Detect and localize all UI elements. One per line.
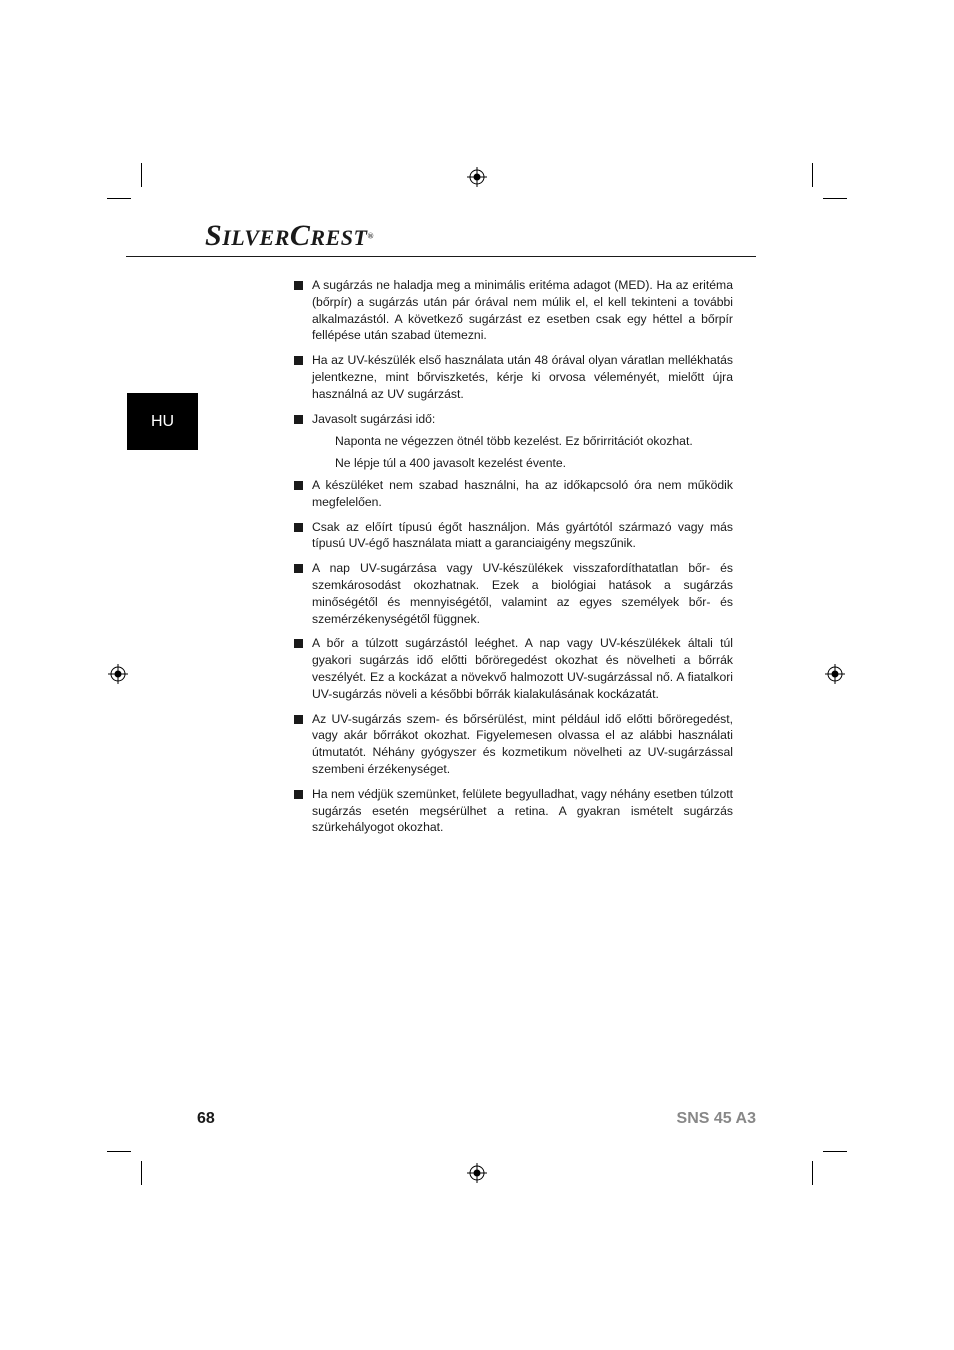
bullet-square-icon [294, 523, 303, 532]
model-number: SNS 45 A3 [676, 1110, 756, 1127]
registration-mark-icon [108, 664, 128, 684]
bullet-square-icon [294, 639, 303, 648]
registration-mark-icon [825, 664, 845, 684]
crop-mark [141, 163, 142, 187]
list-item [294, 277, 733, 344]
bullet-square-icon [294, 715, 303, 724]
crop-mark [107, 198, 131, 199]
crop-mark [823, 198, 847, 199]
sub-item-text: Naponta ne végezzen ötnél több kezelést. Ez bőrirritációt okozhat. [335, 434, 693, 449]
header-rule [126, 256, 756, 257]
list-item [294, 635, 733, 702]
bullet-square-icon [294, 356, 303, 365]
bullet-square-icon [294, 564, 303, 573]
crop-mark [141, 1161, 142, 1185]
list-item [294, 560, 733, 627]
list-item-text: Ha nem védjük szemünket, felülete begyulladhat, vagy néhány esetben túlzott sugárzás esetén megsérülhet a retina. A gyakran ismételt sugárzás szürkehályogot okozhat. [312, 786, 733, 835]
list-item-text: A készüléket nem szabad használni, ha az időkapcsoló óra nem működik megfelelően. [312, 477, 733, 509]
bullet-square-icon [294, 281, 303, 290]
list-item-text: Ha az UV-készülék első használata után 48 órával olyan váratlan mellékhatás jelentkezne, mint bőrviszketés, kérje ki orvosa véleményét, mielőtt újra használná az UV sugárzást. [312, 353, 733, 401]
registration-mark-icon [467, 1163, 487, 1183]
list-item-text: A sugárzás ne haladja meg a minimális eritéma adagot (MED). Ha az eritéma (bőrpír) a sugárzás után pár órával nem múlik el, el kell tekinteni a további alkalmazástól. A következő sugárzást ez esetben csak egy héttel a bőrpír fellépése után szabad ütemezni. [312, 278, 733, 343]
list-item-text: Az UV-sugárzás szem- és bőrsérülést, mint például idő előtti bőröregedést, vagy akár bőrrákot okozhat. Figyelemesen olvassa el az alábbi használati útmutatót. Néhány gyógyszer és kozmetikum növelheti az UV-sugárzással szembeni érzékenységet. [312, 711, 733, 776]
crop-mark [812, 163, 813, 187]
language-tab: HU [127, 393, 198, 450]
list-item-text: A nap UV-sugárzása vagy UV-készülékek visszafordíthatatlan bőr- és szemkárosodást okozhatnak. Ezek a biológiai hatások a sugárzás minőségétől és mennyiségétől, valamint az egyes személyek bőr- és szemérzékenységétől függnek. [312, 561, 733, 626]
list-item-text: A bőr a túlzott sugárzástól leéghet. A nap vagy UV-készülékek általi túl gyakori sugárzás idő előtti bőröregedést okozhat és növelheti a bőrrák veszélyét. Ez a kockázat a növekvő halmozott UV-sugárzással nő. A fiatalkori UV-sugárzás növeli a későbbi bőrrák kialakulásának kockázatát. [312, 636, 733, 701]
list-item-text: Csak az előírt típusú égőt használjon. Más gyártótól származó vagy más típusú UV-égő használata miatt a garanciaigény megszűnik. [312, 519, 733, 551]
crop-mark [107, 1151, 131, 1152]
list-item [294, 352, 733, 402]
bullet-square-icon [294, 481, 303, 490]
page-number: 68 [197, 1110, 215, 1127]
safety-instructions [294, 277, 733, 844]
bullet-square-icon [294, 790, 303, 799]
list-item [294, 519, 733, 553]
silvercrest-logo: SILVERCREST® [205, 219, 374, 252]
crop-mark [812, 1161, 813, 1185]
registration-mark-icon [467, 167, 487, 187]
list-item [294, 711, 733, 778]
bullet-square-icon [294, 415, 303, 424]
list-item [294, 411, 733, 428]
crop-mark [823, 1151, 847, 1152]
list-item [294, 786, 733, 836]
list-item [294, 477, 733, 511]
list-item-text: Javasolt sugárzási idő: [312, 411, 436, 426]
sub-item-text: Ne lépje túl a 400 javasolt kezelést évente. [335, 456, 567, 471]
